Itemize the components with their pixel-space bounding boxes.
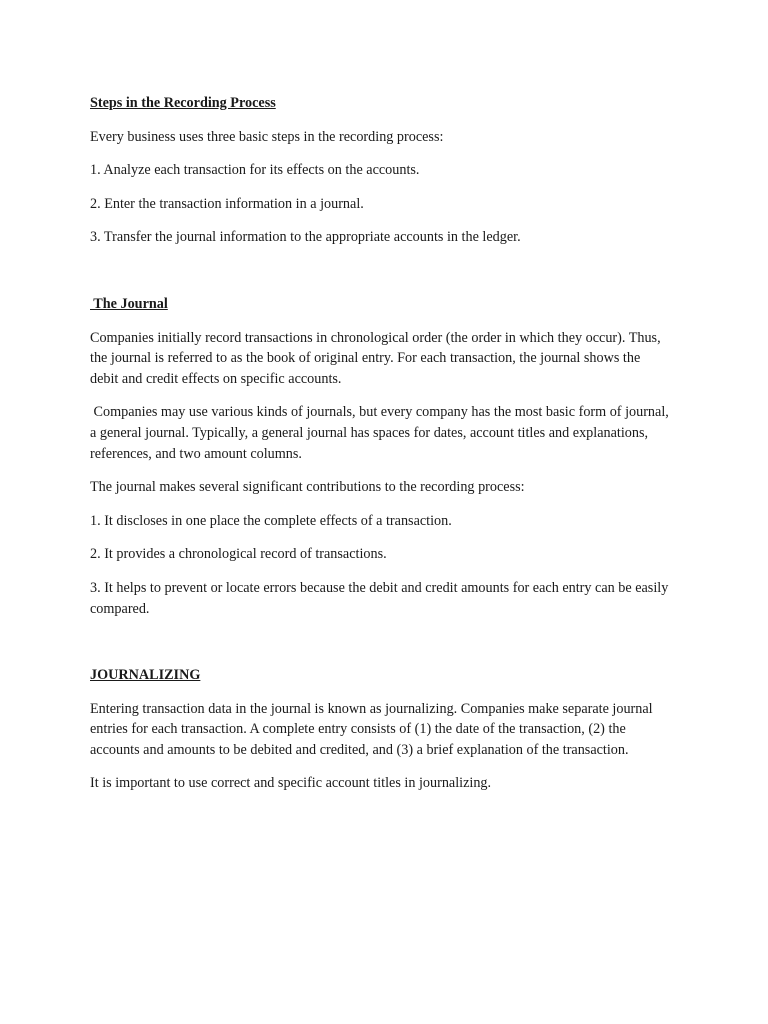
recording-step-2: 2. Enter the transaction information in a journal. [90,195,364,212]
journalizing-paragraph-1: Entering transaction data in the journal is known as journalizing. Companies make separate journal entries for each transaction. A complete entry consists of (1) the date of the transaction, (2) the accounts and amounts to be debited and credited, and (3) a brief explanation of the transaction. [90,700,653,758]
journal-contribution-3: 3. It helps to prevent or locate errors because the debit and credit amounts for each entry can be easily compared. [90,579,669,617]
journal-contribution-1: 1. It discloses in one place the complete effects of a transaction. [90,512,452,529]
section-heading-recording-process: Steps in the Recording Process [90,95,276,111]
document-page [90,93,673,807]
recording-step-1: 1. Analyze each transaction for its effects on the accounts. [90,162,420,179]
section-heading-journalizing: JOURNALIZING [90,667,201,684]
section-spacer [90,632,670,665]
section-heading-journal: The Journal [90,295,168,312]
section-spacer [90,261,670,294]
journal-contribution-2: 2. It provides a chronological record of transactions. [90,546,387,563]
journal-paragraph-1: Companies initially record transactions in chronological order (the order in which they occur). Thus, the journal is referred to as the book of original entry. For each transaction, the journal shows the debit and credit effects on specific accounts. [90,329,661,387]
recording-process-intro: Every business uses three basic steps in the recording process: [90,128,444,145]
recording-step-3: 3. Transfer the journal information to the appropriate accounts in the ledger. [90,229,521,246]
journal-paragraph-2: Companies may use various kinds of journals, but every company has the most basic form of journal, a general journal. Typically, a general journal has spaces for dates, account titles and explanations, references, and two amount columns. [90,404,673,462]
journalizing-paragraph-2: It is important to use correct and specific account titles in journalizing. [90,775,492,792]
journal-paragraph-3: The journal makes several significant contributions to the recording process: [90,479,525,496]
